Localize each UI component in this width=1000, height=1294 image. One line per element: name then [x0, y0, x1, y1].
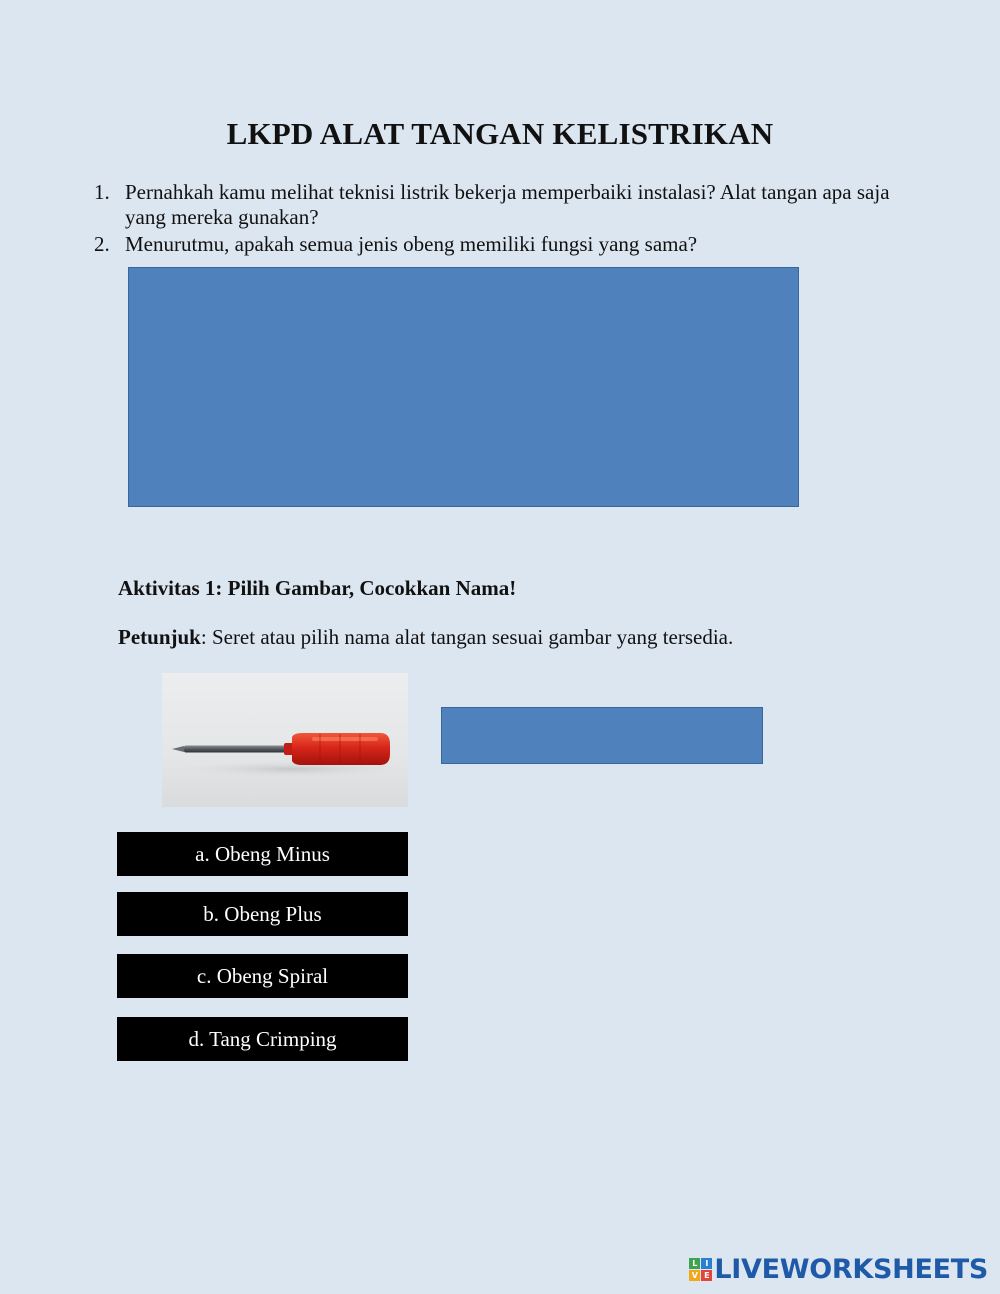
answer-drop-box[interactable]	[441, 707, 763, 764]
logo-letter: L	[689, 1258, 700, 1269]
option-obeng-plus[interactable]: b. Obeng Plus	[117, 892, 408, 936]
option-tang-crimping[interactable]: d. Tang Crimping	[117, 1017, 408, 1061]
liveworksheets-brand	[689, 1252, 988, 1286]
logo-letter: E	[701, 1270, 712, 1281]
option-obeng-minus[interactable]: a. Obeng Minus	[117, 832, 408, 876]
screwdriver-image	[162, 673, 408, 807]
brand-name: LIVEWORKSHEETS	[714, 1253, 988, 1285]
logo-letter: I	[701, 1258, 712, 1269]
question-2	[94, 232, 894, 257]
answer-textbox[interactable]	[128, 267, 799, 507]
question-1	[94, 180, 894, 230]
instruction	[118, 625, 733, 650]
liveworksheets-logo-icon	[689, 1258, 712, 1281]
option-obeng-spiral[interactable]: c. Obeng Spiral	[117, 954, 408, 998]
question-text: Pernahkah kamu melihat teknisi listrik bekerja memperbaiki instalasi? Alat tangan apa saja yang mereka gunakan?	[125, 180, 890, 229]
question-text: Menurutmu, apakah semua jenis obeng memiliki fungsi yang sama?	[125, 232, 698, 256]
screwdriver-icon	[162, 673, 408, 807]
question-number: 2.	[94, 232, 110, 256]
instruction-label: Petunjuk	[118, 625, 201, 649]
activity-title: Aktivitas 1: Pilih Gambar, Cocokkan Nama!	[118, 576, 517, 600]
logo-letter: V	[689, 1270, 700, 1281]
question-number: 1.	[94, 180, 110, 204]
worksheet-title: LKPD ALAT TANGAN KELISTRIKAN	[226, 116, 774, 151]
instruction-text: : Seret atau pilih nama alat tangan sesuai gambar yang tersedia.	[200, 625, 734, 649]
